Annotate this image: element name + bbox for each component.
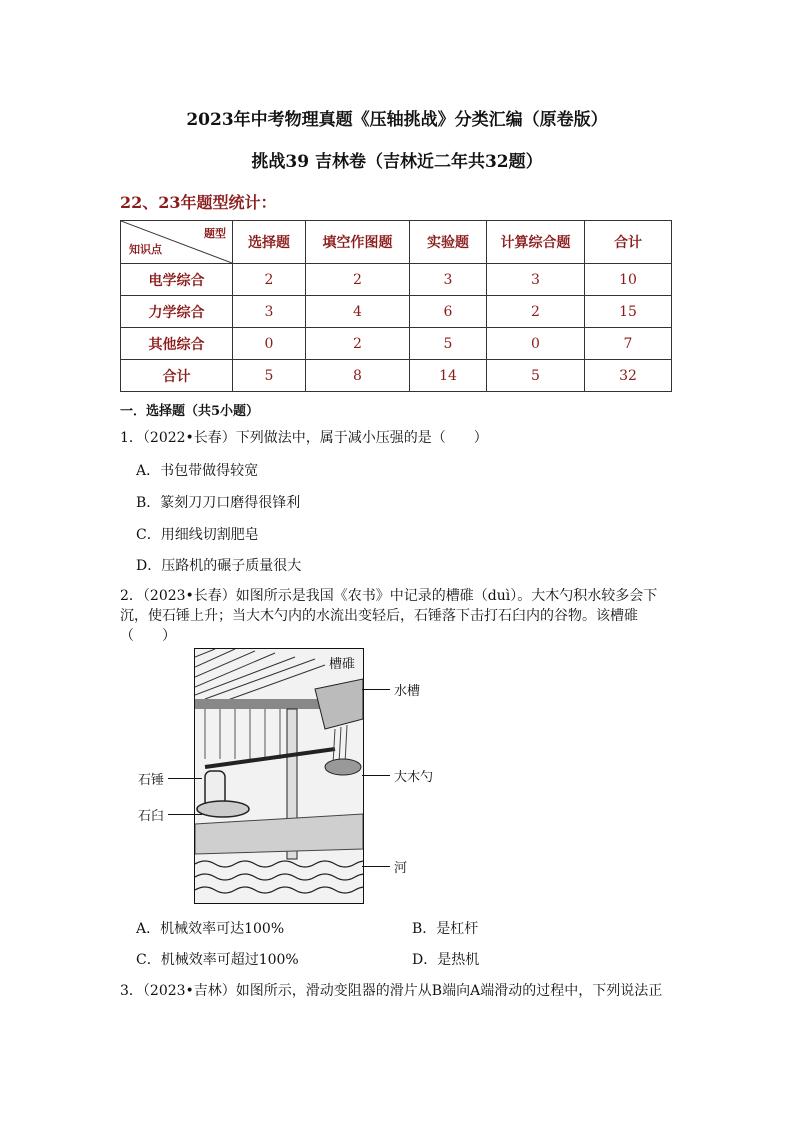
leader-line xyxy=(168,778,202,779)
table-cell: 15 xyxy=(585,296,672,328)
stats-table xyxy=(120,220,672,392)
water-trough-label: 水槽 xyxy=(394,684,421,699)
leader-line xyxy=(362,775,390,776)
table-header-cell: 合计 xyxy=(585,221,672,264)
table-cell: 7 xyxy=(585,328,672,360)
leader-line xyxy=(362,689,390,690)
question-2-option-a: A．机械效率可达100% xyxy=(136,921,285,937)
row-label: 力学综合 xyxy=(121,296,233,328)
table-cell: 2 xyxy=(487,296,585,328)
table-header-cell: 实验题 xyxy=(410,221,487,264)
question-2-option-c: C．机械效率可超过100% xyxy=(136,952,299,968)
question-1-option-a: A．书包带做得较宽 xyxy=(136,463,259,479)
hammer-label: 石锤 xyxy=(138,773,165,788)
table-cell: 8 xyxy=(306,360,410,392)
question-2-option-b: B．是杠杆 xyxy=(412,921,479,937)
question-1-option-c: C．用细线切割肥皂 xyxy=(136,527,259,543)
table-header-cell: 选择题 xyxy=(233,221,306,264)
question-1-option-d: D．压路机的碾子质量很大 xyxy=(136,558,302,574)
big-ladle-label: 大木勺 xyxy=(394,770,434,785)
stat-heading: 22、23年题型统计： xyxy=(120,193,277,212)
question-1-stem: 1．（2022•长春）下列做法中，属于减小压强的是（ ） xyxy=(120,430,488,446)
table-cell: 4 xyxy=(306,296,410,328)
corner-bottom-label: 知识点 xyxy=(129,243,162,256)
question-2-stem: 2．（2023•长春）如图所示是我国《农书》中记录的槽碓（duì）。大木勺积水较多会下沉，使石锤上升；当大木勺内的水流出变轻后，石锤落下击打石臼内的谷物。该槽碓（ ） xyxy=(120,588,658,644)
leader-line xyxy=(362,866,390,867)
table-cell: 14 xyxy=(410,360,487,392)
table-cell: 6 xyxy=(410,296,487,328)
corner-top-label: 题型 xyxy=(204,227,226,240)
table-row xyxy=(121,264,672,296)
table-cell: 32 xyxy=(585,360,672,392)
question-2-option-d: D．是热机 xyxy=(412,952,480,968)
row-label: 合计 xyxy=(121,360,233,392)
table-row xyxy=(121,360,672,392)
leader-line xyxy=(168,814,202,815)
row-label: 电学综合 xyxy=(121,264,233,296)
table-row xyxy=(121,328,672,360)
table-cell: 2 xyxy=(306,328,410,360)
question-3-stem: 3．（2023•吉林）如图所示，滑动变阻器的滑片从B端向A端滑动的过程中，下列说法正 xyxy=(120,983,663,999)
table-cell: 3 xyxy=(233,296,306,328)
table-cell: 10 xyxy=(585,264,672,296)
document-subtitle: 挑战39 吉林卷（吉林近二年共32题） xyxy=(251,152,543,172)
table-cell: 5 xyxy=(410,328,487,360)
illustration-drawing xyxy=(195,649,363,903)
table-cell: 3 xyxy=(487,264,585,296)
question-1-option-b: B．篆刻刀刀口磨得很锋利 xyxy=(136,495,301,511)
table-cell: 2 xyxy=(306,264,410,296)
row-label: 其他综合 xyxy=(121,328,233,360)
table-header-row xyxy=(121,221,672,264)
table-cell: 2 xyxy=(233,264,306,296)
table-corner-cell xyxy=(121,221,233,264)
mortar-label: 石臼 xyxy=(138,809,165,824)
table-cell: 5 xyxy=(233,360,306,392)
figure-title: 槽碓 xyxy=(329,653,355,672)
river-label: 河 xyxy=(394,861,408,876)
document-title: 2023年中考物理真题《压轴挑战》分类汇编（原卷版） xyxy=(186,110,608,130)
table-cell: 0 xyxy=(233,328,306,360)
section-heading: 一．选择题（共5小题） xyxy=(120,404,260,419)
table-header-cell: 填空作图题 xyxy=(306,221,410,264)
trough-pestle-illustration xyxy=(194,648,364,904)
table-cell: 5 xyxy=(487,360,585,392)
table-cell: 0 xyxy=(487,328,585,360)
table-header-cell: 计算综合题 xyxy=(487,221,585,264)
table-row xyxy=(121,296,672,328)
table-cell: 3 xyxy=(410,264,487,296)
